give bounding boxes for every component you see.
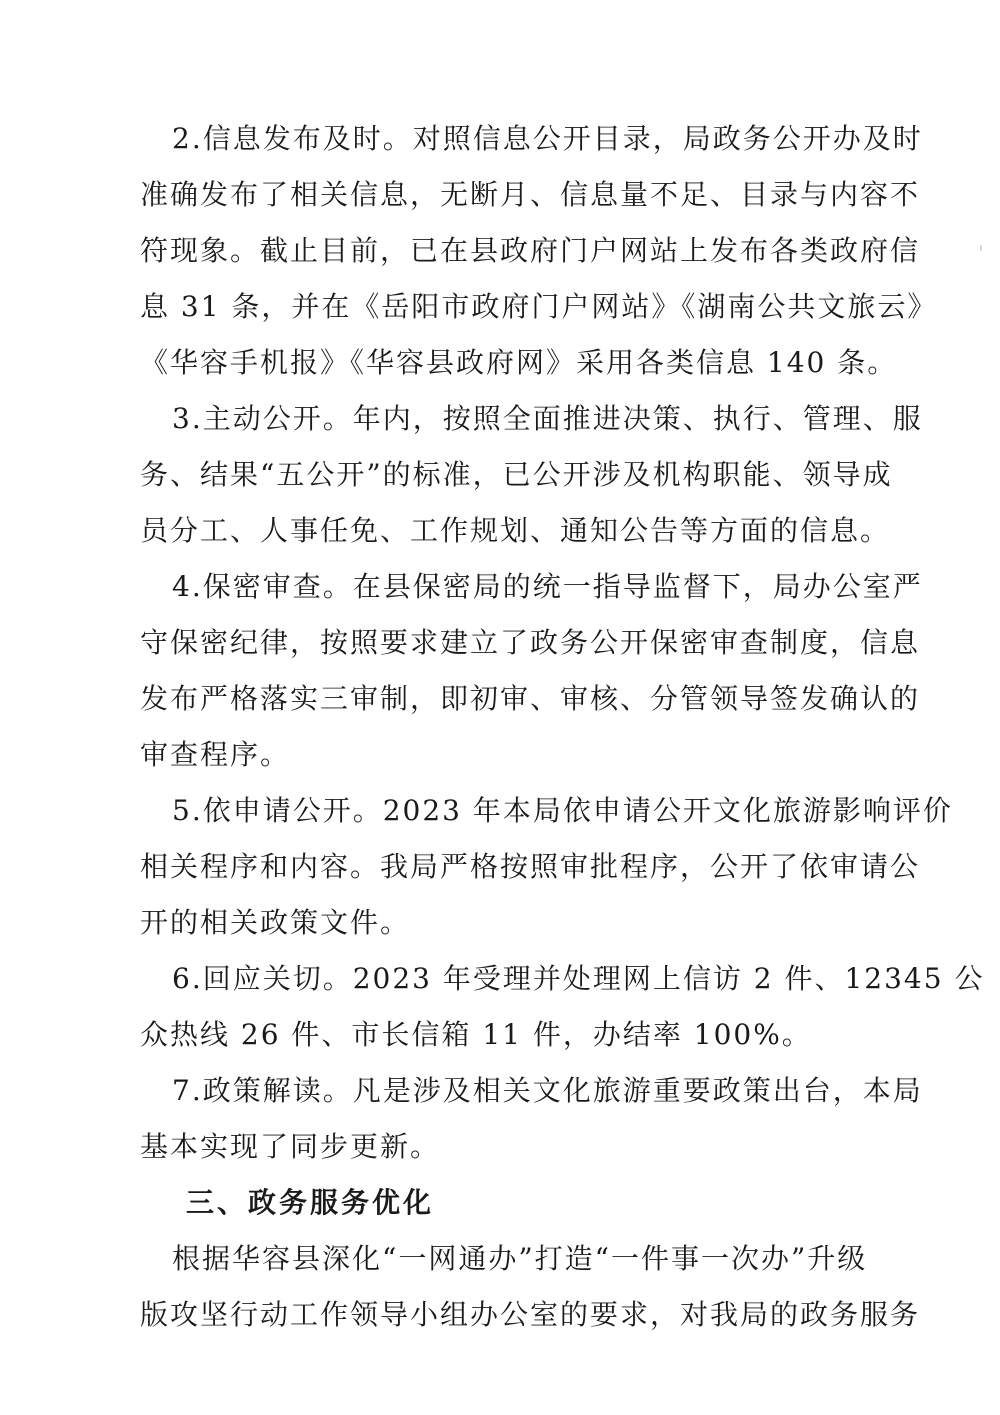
paragraph-line: 4.保密审查。在县保密局的统一指导监督下，局办公室严 bbox=[172, 570, 923, 603]
paragraph-line: 审查程序。 bbox=[140, 738, 291, 771]
paragraph-line: 息 31 条，并在《岳阳市政府门户网站》《湖南公共文旅云》 bbox=[140, 290, 938, 323]
paragraph-line: 5.依申请公开。2023 年本局依申请公开文化旅游影响评价 bbox=[172, 794, 953, 827]
scan-edge-mark bbox=[980, 245, 982, 251]
paragraph-line: 3.主动公开。年内，按照全面推进决策、执行、管理、服 bbox=[172, 402, 923, 435]
paragraph-line: 根据华容县深化“一网通办”打造“一件事一次办”升级 bbox=[172, 1242, 868, 1275]
section-heading: 三、政务服务优化 bbox=[186, 1186, 435, 1219]
paragraph-line: 相关程序和内容。我局严格按照审批程序，公开了依审请公 bbox=[140, 850, 921, 883]
paragraph-line: 开的相关政策文件。 bbox=[140, 906, 411, 939]
paragraph-line: 基本实现了同步更新。 bbox=[140, 1130, 441, 1163]
paragraph-line: 众热线 26 件、市长信箱 11 件，办结率 100%。 bbox=[140, 1018, 812, 1051]
paragraph-line: 发布严格落实三审制，即初审、审核、分管领导签发确认的 bbox=[140, 682, 921, 715]
paragraph-line: 守保密纪律，按照要求建立了政务公开保密审查制度，信息 bbox=[140, 626, 921, 659]
paragraph-line: 版攻坚行动工作领导小组办公室的要求，对我局的政务服务 bbox=[140, 1298, 921, 1331]
paragraph-line: 准确发布了相关信息，无断月、信息量不足、目录与内容不 bbox=[140, 178, 921, 211]
paragraph-line: 员分工、人事任免、工作规划、通知公告等方面的信息。 bbox=[140, 514, 891, 547]
paragraph-line: 6.回应关切。2023 年受理并处理网上信访 2 件、12345 公 bbox=[172, 962, 985, 995]
paragraph-line: 务、结果“五公开”的标准，已公开涉及机构职能、领导成 bbox=[140, 458, 893, 491]
paragraph-line: 符现象。截止目前，已在县政府门户网站上发布各类政府信 bbox=[140, 234, 921, 267]
paragraph-line: 2.信息发布及时。对照信息公开目录，局政务公开办及时 bbox=[172, 122, 923, 155]
paragraph-line: 《华容手机报》《华容县政府网》采用各类信息 140 条。 bbox=[140, 346, 898, 379]
paragraph-line: 7.政策解读。凡是涉及相关文化旅游重要政策出台，本局 bbox=[172, 1074, 923, 1107]
